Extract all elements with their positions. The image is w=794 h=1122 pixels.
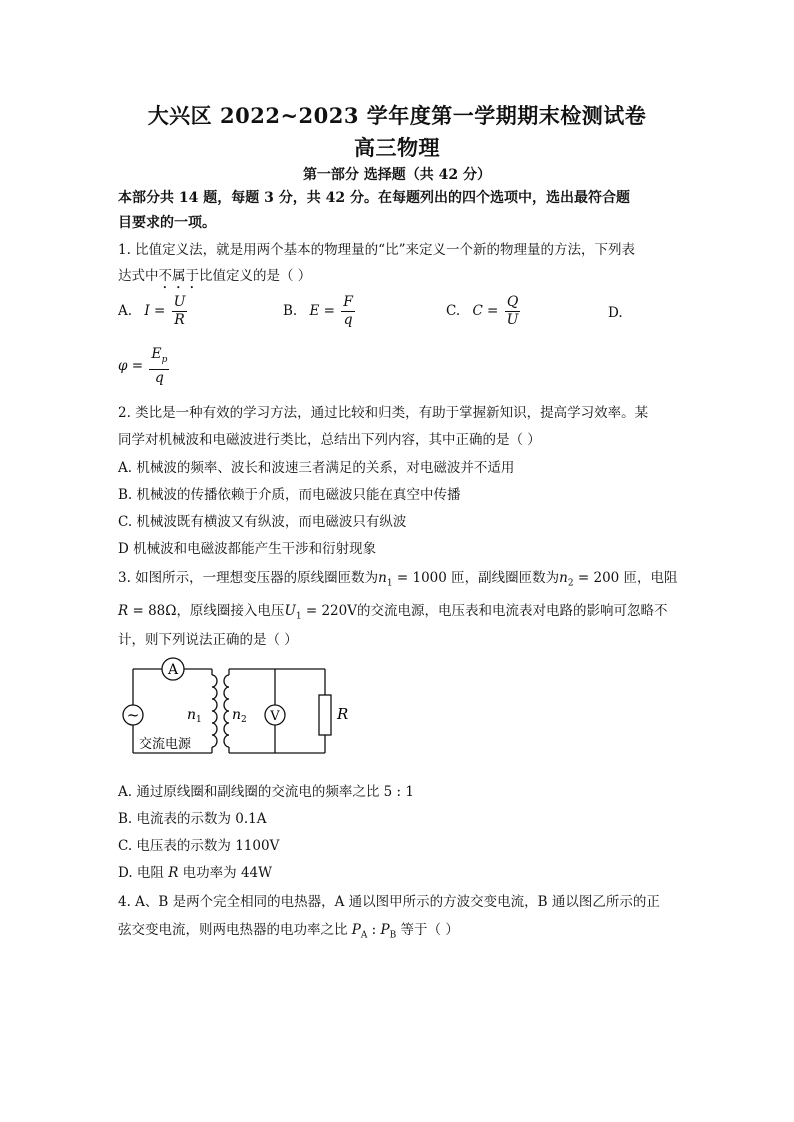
- q3-voltage-symbol: U: [284, 603, 296, 619]
- q2-option-b[interactable]: B. 机械波的传播依赖于介质，而电磁波只能在真空中传播: [118, 487, 461, 503]
- q1-option-d-num: [149, 346, 169, 370]
- q3-option-a[interactable]: A. 通过原线圈和副线圈的交流电的频率之比 5 : 1: [118, 784, 414, 800]
- voltmeter-label: V: [270, 709, 280, 724]
- ac-source-icon: [123, 705, 143, 725]
- section-intro: [118, 186, 678, 236]
- q3-n2: n: [559, 570, 568, 586]
- q1-option-c-lhs: C =: [472, 303, 499, 319]
- q1-option-b-den: q: [343, 312, 353, 328]
- q1-option-a-den: R: [174, 312, 185, 328]
- q3-stem-c: 匝，电阻: [623, 570, 678, 586]
- q1-option-b-fraction: [341, 294, 355, 329]
- q3-option-d-pre: D. 电阻: [118, 865, 169, 881]
- secondary-coil-sub: 2: [241, 715, 247, 725]
- q1-option-a-fraction: [172, 294, 188, 329]
- ammeter-label: A: [167, 662, 179, 678]
- intro-line-2: 目要求的一项。: [118, 215, 216, 231]
- q3-stem-e: 的交流电源，电压表和电流表对电路的影响可忽略不: [356, 603, 668, 619]
- q1-stem-line-1: 1. 比值定义法，就是用两个基本的物理量的“比”来定义一个新的物理量的方法，下列表: [118, 242, 635, 258]
- primary-coil-label: n: [187, 707, 197, 723]
- section-heading: 第一部分 选择题（共 42 分）: [302, 167, 492, 183]
- q1-option-d[interactable]: [118, 346, 171, 387]
- primary-coil-sub: 1: [196, 715, 202, 725]
- q3-resistor-symbol: R: [118, 603, 129, 619]
- q1-stem-pre: 达式中: [118, 268, 159, 284]
- exam-subject: 高三物理: [354, 135, 440, 160]
- q1-option-b-label: B.: [283, 303, 298, 319]
- q3-stem-line-1: [118, 566, 678, 589]
- secondary-coil-label: n: [232, 707, 242, 723]
- q2-stem-line-2: 同学对机械波和电磁波进行类比，总结出下列内容，其中正确的是（ ）: [118, 432, 541, 448]
- q3-stem-d: ，原线圈接入电压: [176, 603, 285, 619]
- q1-option-a-num: U: [173, 294, 186, 310]
- q3-option-c[interactable]: C. 电压表的示数为 1100V: [118, 838, 280, 854]
- ac-source-symbol: ~: [126, 706, 140, 724]
- ammeter-icon: [162, 658, 184, 680]
- q3-stem-line-3: 计，则下列说法正确的是（ ）: [118, 632, 298, 648]
- intro-line-1: 本部分共 14 题，每题 3 分，共 42 分。在每题列出的四个选项中，选出最符合题: [118, 190, 630, 206]
- q1-option-d-num-sub: p: [161, 354, 168, 365]
- q3-option-d-r: R: [168, 865, 179, 881]
- resistor-label: R: [337, 705, 349, 723]
- q1-option-c-num: Q: [506, 294, 519, 310]
- q1-stem-line-2: [118, 264, 678, 292]
- q4-stem-line-2: [118, 918, 678, 941]
- q1-option-c-label: C.: [446, 303, 461, 319]
- q2-stem-line-1: 2. 类比是一种有效的学习方法，通过比较和归类，有助于掌握新知识，提高学习效率。某: [118, 405, 649, 421]
- q4-pa-sub: A: [360, 930, 368, 941]
- q1-option-c[interactable]: [446, 294, 522, 329]
- q1-option-d-fraction: [149, 346, 169, 387]
- exam-title: 大兴区 2022~2023 学年度第一学期期末检测试卷: [147, 103, 647, 128]
- q4-ratio: :: [367, 922, 381, 938]
- q1-option-b-num: F: [343, 294, 353, 310]
- ac-source-label: 交流电源: [139, 737, 192, 752]
- q1-option-b-lhs: E =: [309, 303, 335, 319]
- q4-pb-sub: B: [389, 930, 397, 941]
- q4-stem-b: 等于（ ）: [396, 922, 459, 938]
- q3-stem-a: 3. 如图所示，一理想变压器的原线圈匝数为: [118, 570, 379, 586]
- q3-voltage-value: = 220V: [301, 603, 357, 619]
- q4-pa: P: [351, 922, 361, 938]
- q1-option-d-den: q: [154, 369, 164, 386]
- q4-stem-a: 弦交变电流，则两电热器的电功率之比: [118, 922, 352, 938]
- voltmeter-icon: [265, 705, 285, 725]
- q3-voltage-sub: 1: [295, 611, 302, 622]
- q3-n2-value: = 200: [573, 570, 624, 586]
- q1-option-c-fraction: [505, 294, 521, 329]
- q3-n2-sub: 2: [567, 578, 574, 589]
- q1-option-a-lhs: I =: [144, 303, 166, 319]
- q1-option-a-label: A.: [118, 303, 133, 319]
- q3-stem-line-2: [118, 599, 678, 622]
- q3-n1-value: = 1000: [392, 570, 452, 586]
- q3-stem-b: 匝，副线圈匝数为: [451, 570, 560, 586]
- q3-n1-sub: 1: [386, 578, 393, 589]
- q3-option-d[interactable]: [118, 861, 678, 881]
- q4-pb: P: [380, 922, 390, 938]
- q3-resistor-value: = 88Ω: [128, 603, 177, 619]
- q3-option-b[interactable]: B. 电流表的示数为 0.1A: [118, 811, 267, 827]
- q1-option-a[interactable]: [118, 294, 189, 329]
- q2-option-a[interactable]: A. 机械波的频率、波长和波速三者满足的关系，对电磁波并不适用: [118, 460, 515, 476]
- q3-n1: n: [378, 570, 387, 586]
- q1-stem-post: 比值定义的是（ ）: [199, 268, 312, 284]
- q1-option-d-lhs: φ =: [118, 357, 144, 374]
- q2-option-d[interactable]: D 机械波和电磁波都能产生干涉和衍射现象: [118, 541, 377, 557]
- q1-option-d-label[interactable]: D.: [608, 305, 623, 321]
- q1-stem-emphasis: 不属于: [158, 268, 199, 284]
- resistor-icon: [319, 695, 331, 735]
- q1-option-c-den: U: [506, 312, 519, 328]
- transformer-circuit-diagram: [115, 655, 365, 770]
- q4-stem-line-1: 4. A、B 是两个完全相同的电热器，A 通以图甲所示的方波交变电流，B 通以图乙所示的正: [118, 894, 660, 910]
- q2-option-c[interactable]: C. 机械波既有横波又有纵波，而电磁波只有纵波: [118, 514, 407, 530]
- q1-option-d-num-e: E: [151, 346, 162, 362]
- q3-option-d-post: 电功率为 44W: [178, 865, 273, 881]
- q1-option-b[interactable]: [283, 294, 357, 329]
